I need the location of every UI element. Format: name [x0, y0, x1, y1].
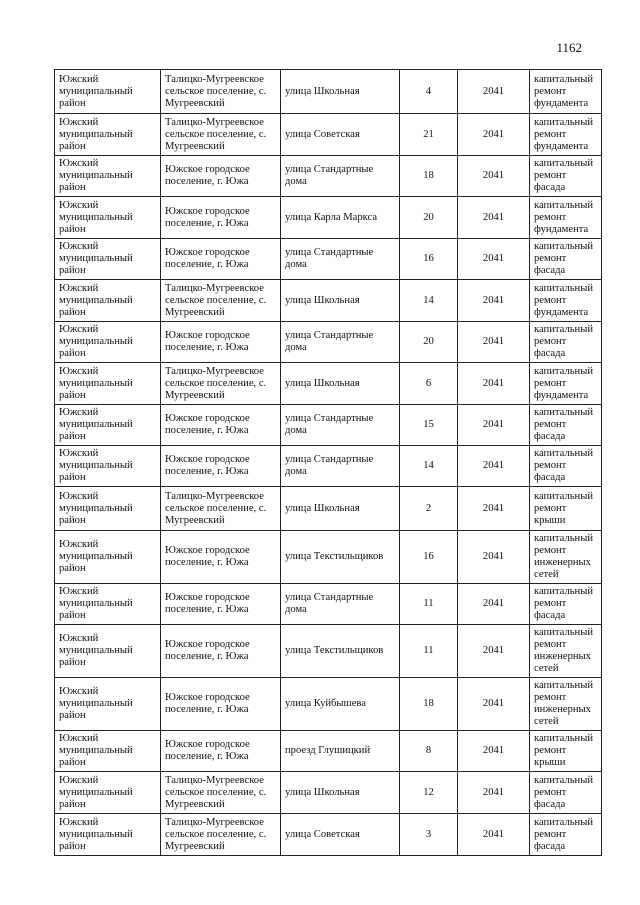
year-cell: 2041: [458, 584, 530, 625]
district-cell: Южский муниципальный район: [55, 363, 161, 405]
year-cell: 2041: [458, 239, 530, 280]
settlement-cell: Южское городское поселение, г. Южа: [161, 156, 281, 197]
district-cell: Южский муниципальный район: [55, 446, 161, 487]
table-row: [55, 678, 602, 731]
table-row: [55, 156, 602, 197]
district-cell: Южский муниципальный район: [55, 772, 161, 814]
work-type-cell: капитальный ремонт инженерных сетей: [530, 625, 602, 678]
table-row: [55, 446, 602, 487]
table-row: [55, 239, 602, 280]
table-row: [55, 584, 602, 625]
settlement-cell: Южское городское поселение, г. Южа: [161, 531, 281, 584]
settlement-cell: Южское городское поселение, г. Южа: [161, 731, 281, 772]
year-cell: 2041: [458, 363, 530, 405]
settlement-cell: Талицко-Мугреевское сельское поселение, с. Мугреевский: [161, 487, 281, 531]
settlement-cell: Талицко-Мугреевское сельское поселение, с. Мугреевский: [161, 70, 281, 114]
table-row: [55, 70, 602, 114]
house-number-cell: 14: [400, 280, 458, 322]
street-cell: проезд Глушицкий: [281, 731, 400, 772]
table-row: [55, 814, 602, 856]
settlement-cell: Южское городское поселение, г. Южа: [161, 446, 281, 487]
year-cell: 2041: [458, 114, 530, 156]
table-row: [55, 731, 602, 772]
street-cell: улица Советская: [281, 114, 400, 156]
house-number-cell: 16: [400, 531, 458, 584]
house-number-cell: 4: [400, 70, 458, 114]
settlement-cell: Южское городское поселение, г. Южа: [161, 322, 281, 363]
house-number-cell: 20: [400, 322, 458, 363]
district-cell: Южский муниципальный район: [55, 487, 161, 531]
year-cell: 2041: [458, 197, 530, 239]
registry-body: [55, 70, 602, 856]
year-cell: 2041: [458, 731, 530, 772]
work-type-cell: капитальный ремонт крыши: [530, 487, 602, 531]
work-type-cell: капитальный ремонт фасада: [530, 584, 602, 625]
district-cell: Южский муниципальный район: [55, 814, 161, 856]
table-row: [55, 405, 602, 446]
work-type-cell: капитальный ремонт фасада: [530, 156, 602, 197]
year-cell: 2041: [458, 814, 530, 856]
house-number-cell: 12: [400, 772, 458, 814]
work-type-cell: капитальный ремонт фасада: [530, 239, 602, 280]
house-number-cell: 8: [400, 731, 458, 772]
street-cell: улица Стандартные дома: [281, 322, 400, 363]
settlement-cell: Талицко-Мугреевское сельское поселение, с. Мугреевский: [161, 114, 281, 156]
work-type-cell: капитальный ремонт фундамента: [530, 70, 602, 114]
work-type-cell: капитальный ремонт фасада: [530, 322, 602, 363]
year-cell: 2041: [458, 487, 530, 531]
street-cell: улица Школьная: [281, 487, 400, 531]
settlement-cell: Южское городское поселение, г. Южа: [161, 197, 281, 239]
work-type-cell: капитальный ремонт фасада: [530, 814, 602, 856]
house-number-cell: 6: [400, 363, 458, 405]
settlement-cell: Южское городское поселение, г. Южа: [161, 405, 281, 446]
work-type-cell: капитальный ремонт фасада: [530, 772, 602, 814]
work-type-cell: капитальный ремонт инженерных сетей: [530, 678, 602, 731]
settlement-cell: Южское городское поселение, г. Южа: [161, 239, 281, 280]
street-cell: улица Стандартные дома: [281, 446, 400, 487]
house-number-cell: 18: [400, 156, 458, 197]
work-type-cell: капитальный ремонт инженерных сетей: [530, 531, 602, 584]
house-number-cell: 18: [400, 678, 458, 731]
work-type-cell: капитальный ремонт фундамента: [530, 197, 602, 239]
year-cell: 2041: [458, 772, 530, 814]
district-cell: Южский муниципальный район: [55, 405, 161, 446]
repair-registry-table: [54, 69, 602, 856]
settlement-cell: Южское городское поселение, г. Южа: [161, 678, 281, 731]
settlement-cell: Талицко-Мугреевское сельское поселение, с. Мугреевский: [161, 772, 281, 814]
year-cell: 2041: [458, 70, 530, 114]
district-cell: Южский муниципальный район: [55, 239, 161, 280]
street-cell: улица Школьная: [281, 280, 400, 322]
street-cell: улица Школьная: [281, 70, 400, 114]
table-row: [55, 772, 602, 814]
work-type-cell: капитальный ремонт фундамента: [530, 114, 602, 156]
page-number: 1162: [556, 40, 582, 55]
street-cell: улица Школьная: [281, 772, 400, 814]
year-cell: 2041: [458, 531, 530, 584]
year-cell: 2041: [458, 405, 530, 446]
work-type-cell: капитальный ремонт фундамента: [530, 280, 602, 322]
table-row: [55, 487, 602, 531]
work-type-cell: капитальный ремонт фундамента: [530, 363, 602, 405]
year-cell: 2041: [458, 280, 530, 322]
district-cell: Южский муниципальный район: [55, 322, 161, 363]
district-cell: Южский муниципальный район: [55, 531, 161, 584]
district-cell: Южский муниципальный район: [55, 584, 161, 625]
table-row: [55, 280, 602, 322]
table-row: [55, 197, 602, 239]
settlement-cell: Талицко-Мугреевское сельское поселение, с. Мугреевский: [161, 363, 281, 405]
district-cell: Южский муниципальный район: [55, 197, 161, 239]
table-row: [55, 363, 602, 405]
table-row: [55, 625, 602, 678]
street-cell: улица Текстильщиков: [281, 625, 400, 678]
street-cell: улица Текстильщиков: [281, 531, 400, 584]
work-type-cell: капитальный ремонт крыши: [530, 731, 602, 772]
street-cell: улица Карла Маркса: [281, 197, 400, 239]
table-row: [55, 114, 602, 156]
table-row: [55, 322, 602, 363]
house-number-cell: 21: [400, 114, 458, 156]
street-cell: улица Куйбышева: [281, 678, 400, 731]
year-cell: 2041: [458, 446, 530, 487]
house-number-cell: 15: [400, 405, 458, 446]
district-cell: Южский муниципальный район: [55, 114, 161, 156]
district-cell: Южский муниципальный район: [55, 625, 161, 678]
work-type-cell: капитальный ремонт фасада: [530, 405, 602, 446]
house-number-cell: 14: [400, 446, 458, 487]
settlement-cell: Талицко-Мугреевское сельское поселение, с. Мугреевский: [161, 814, 281, 856]
house-number-cell: 11: [400, 584, 458, 625]
year-cell: 2041: [458, 678, 530, 731]
house-number-cell: 3: [400, 814, 458, 856]
district-cell: Южский муниципальный район: [55, 70, 161, 114]
year-cell: 2041: [458, 156, 530, 197]
street-cell: улица Стандартные дома: [281, 405, 400, 446]
year-cell: 2041: [458, 322, 530, 363]
house-number-cell: 20: [400, 197, 458, 239]
house-number-cell: 11: [400, 625, 458, 678]
settlement-cell: Южское городское поселение, г. Южа: [161, 625, 281, 678]
work-type-cell: капитальный ремонт фасада: [530, 446, 602, 487]
district-cell: Южский муниципальный район: [55, 280, 161, 322]
street-cell: улица Стандартные дома: [281, 584, 400, 625]
house-number-cell: 2: [400, 487, 458, 531]
settlement-cell: Южское городское поселение, г. Южа: [161, 584, 281, 625]
street-cell: улица Школьная: [281, 363, 400, 405]
settlement-cell: Талицко-Мугреевское сельское поселение, с. Мугреевский: [161, 280, 281, 322]
street-cell: улица Стандартные дома: [281, 156, 400, 197]
district-cell: Южский муниципальный район: [55, 731, 161, 772]
street-cell: улица Советская: [281, 814, 400, 856]
house-number-cell: 16: [400, 239, 458, 280]
street-cell: улица Стандартные дома: [281, 239, 400, 280]
district-cell: Южский муниципальный район: [55, 156, 161, 197]
table-row: [55, 531, 602, 584]
year-cell: 2041: [458, 625, 530, 678]
district-cell: Южский муниципальный район: [55, 678, 161, 731]
